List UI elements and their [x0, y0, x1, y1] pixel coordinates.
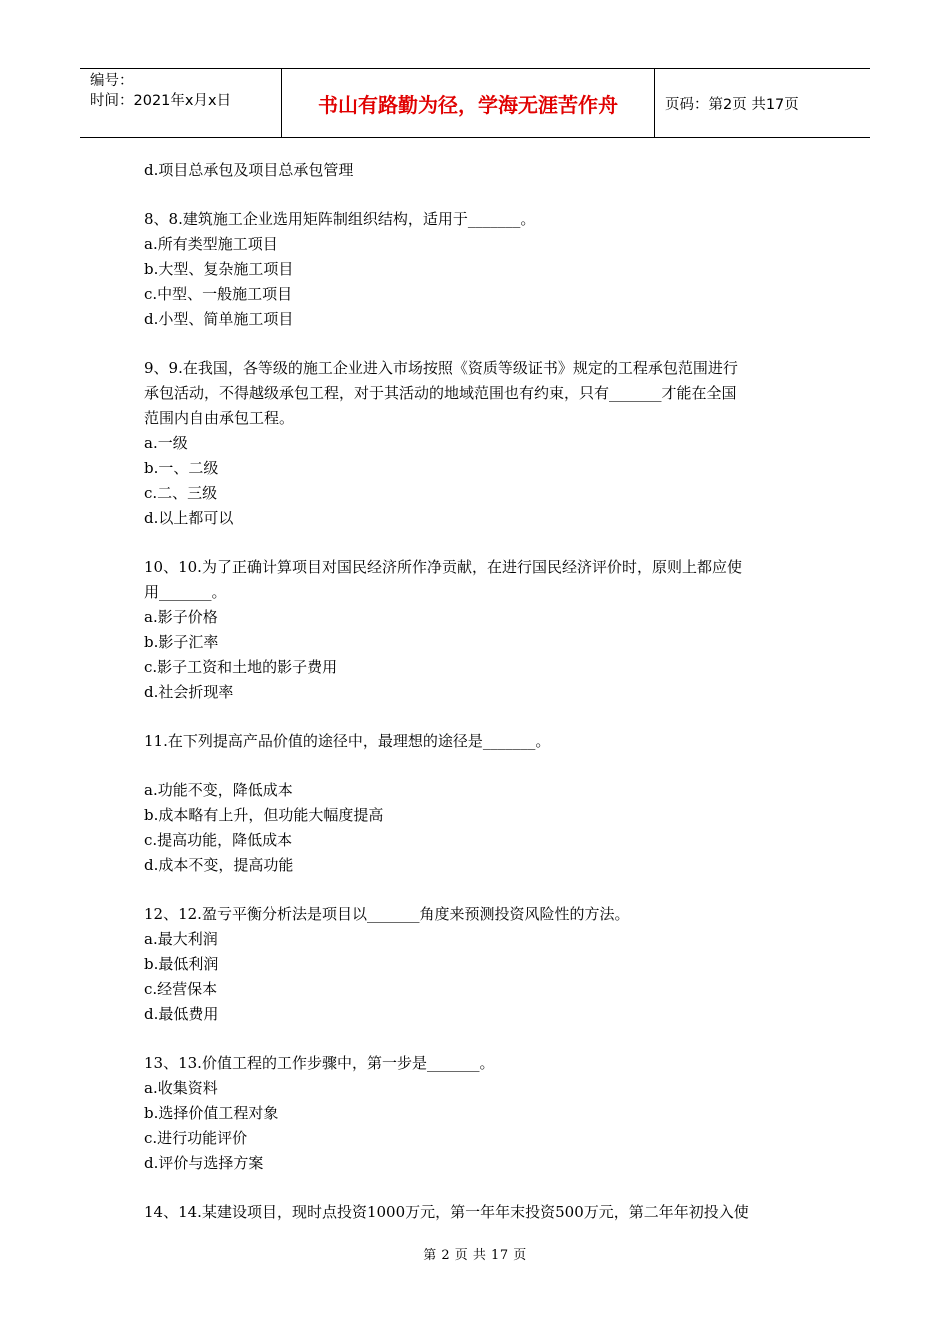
text-line: a.所有类型施工项目 — [144, 235, 278, 253]
blank-line — [144, 332, 814, 356]
text-line: d.成本不变，提高功能 — [144, 856, 294, 874]
text-line: 9、9.在我国，各等级的施工企业进入市场按照《资质等级证书》规定的工程承包范围进行 — [144, 359, 738, 377]
text-line: 用_______。 — [144, 583, 227, 601]
text-line: 13、13.价值工程的工作步骤中，第一步是_______。 — [144, 1054, 495, 1072]
text-line: a.功能不变，降低成本 — [144, 781, 293, 799]
text-line: c.影子工资和土地的影子费用 — [144, 658, 338, 676]
text-line: a.影子价格 — [144, 608, 218, 626]
text-line: 12、12.盈亏平衡分析法是项目以_______角度来预测投资风险性的方法。 — [144, 905, 630, 923]
text-line: 承包活动，不得越级承包工程，对于其活动的地域范围也有约束，只有_______才能在全国 — [144, 384, 737, 402]
text-line: c.中型、一般施工项目 — [144, 285, 293, 303]
header-meta — [80, 69, 282, 137]
document-body — [144, 158, 814, 1225]
text-line: 8、8.建筑施工企业选用矩阵制组织结构，适用于_______。 — [144, 210, 536, 228]
blank-line — [144, 531, 814, 555]
time-label: 时间：2021年x月x日 — [90, 93, 232, 109]
blank-line — [144, 183, 814, 207]
text-line: c.经营保本 — [144, 980, 218, 998]
text-line: d.以上都可以 — [144, 509, 234, 527]
text-line: a.最大利润 — [144, 930, 218, 948]
blank-line — [144, 1027, 814, 1051]
text-line: b.成本略有上升，但功能大幅度提高 — [144, 806, 384, 824]
text-line: d.项目总承包及项目总承包管理 — [144, 161, 354, 179]
text-line: d.小型、简单施工项目 — [144, 310, 294, 328]
header-motto: 书山有路勤为径，学海无涯苦作舟 — [282, 69, 655, 137]
text-line: b.影子汇率 — [144, 633, 219, 651]
text-line: b.选择价值工程对象 — [144, 1104, 279, 1122]
text-line: d.最低费用 — [144, 1005, 219, 1023]
text-line: 范围内自由承包工程。 — [144, 409, 295, 427]
text-line: c.进行功能评价 — [144, 1129, 248, 1147]
text-line: a.一级 — [144, 434, 188, 452]
text-line: b.一、二级 — [144, 459, 219, 477]
header-page-info: 页码：第2页 共17页 — [665, 96, 799, 113]
text-line: 10、10.为了正确计算项目对国民经济所作净贡献，在进行国民经济评价时，原则上都应使 — [144, 558, 742, 576]
text-line: a.收集资料 — [144, 1079, 218, 1097]
text-line: b.最低利润 — [144, 955, 219, 973]
page-header — [80, 68, 870, 138]
blank-line — [144, 878, 814, 902]
text-line: c.二、三级 — [144, 484, 218, 502]
text-line: 11.在下列提高产品价值的途径中，最理想的途径是_______。 — [144, 732, 551, 750]
blank-line — [144, 705, 814, 729]
blank-line — [144, 1176, 814, 1200]
text-line: d.评价与选择方案 — [144, 1154, 264, 1172]
text-line: b.大型、复杂施工项目 — [144, 260, 294, 278]
text-line: 14、14.某建设项目，现时点投资1000万元，第一年年末投资500万元，第二年年初投入使 — [144, 1203, 749, 1221]
blank-line — [144, 754, 814, 778]
page-footer: 第 2 页 共 17 页 — [423, 1248, 527, 1263]
text-line: c.提高功能，降低成本 — [144, 831, 293, 849]
text-line: d.社会折现率 — [144, 683, 234, 701]
number-label: 编号： — [90, 73, 134, 89]
